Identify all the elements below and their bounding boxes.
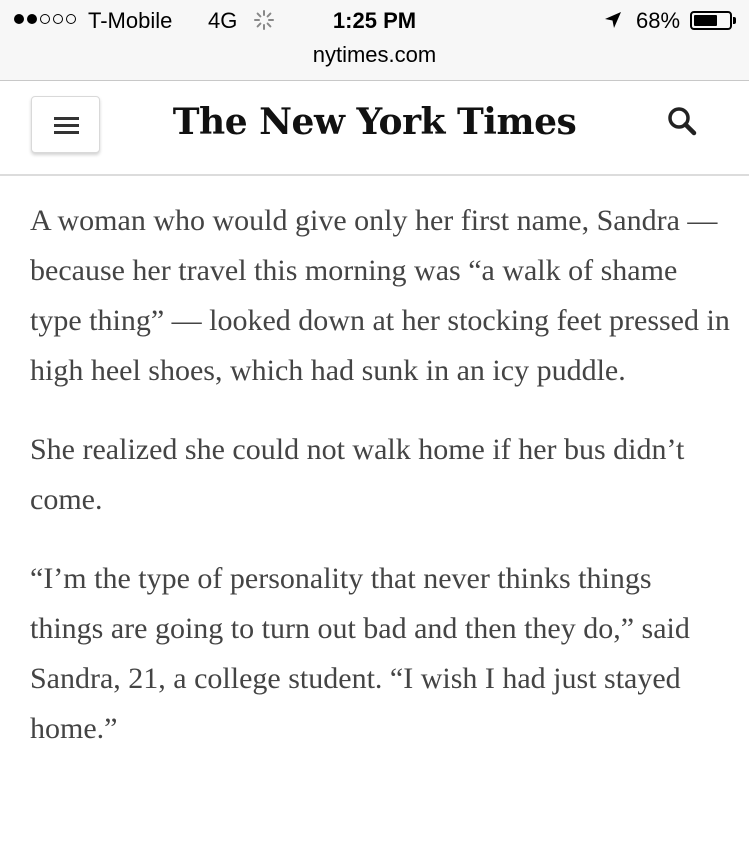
- address-bar-url[interactable]: nytimes.com: [312, 42, 437, 67]
- site-header: [0, 81, 749, 176]
- location-arrow-icon: [604, 11, 622, 29]
- battery-level-fill: [694, 15, 717, 26]
- article-paragraph: She realized she could not walk home if her bus didn’t come.: [30, 433, 685, 516]
- carrier-name: T-Mobile: [88, 8, 173, 33]
- article-paragraph: “I’m the type of personality that never thinks things things are going to turn out bad and then they do,” said Sandra, 21, a college student. “I wish I had just stayed home.”: [30, 562, 690, 745]
- battery-tip: [733, 17, 736, 24]
- battery-percentage: 68%: [636, 8, 681, 33]
- article-paragraph: A woman who would give only her first name, Sandra — because her travel this morning was “a walk of shame type thing” — looked down at her stocking feet pressed in high heel shoes, which had sunk in an icy puddle.: [30, 204, 730, 387]
- status-clock: 1:25 PM: [332, 8, 417, 33]
- network-type: 4G: [208, 8, 238, 33]
- status-bar: [0, 0, 749, 40]
- battery-icon: [690, 11, 732, 30]
- site-logo[interactable]: The New York Times: [172, 101, 577, 143]
- browser-chrome: [0, 0, 749, 81]
- search-icon[interactable]: [666, 105, 700, 139]
- article-body: [30, 196, 730, 783]
